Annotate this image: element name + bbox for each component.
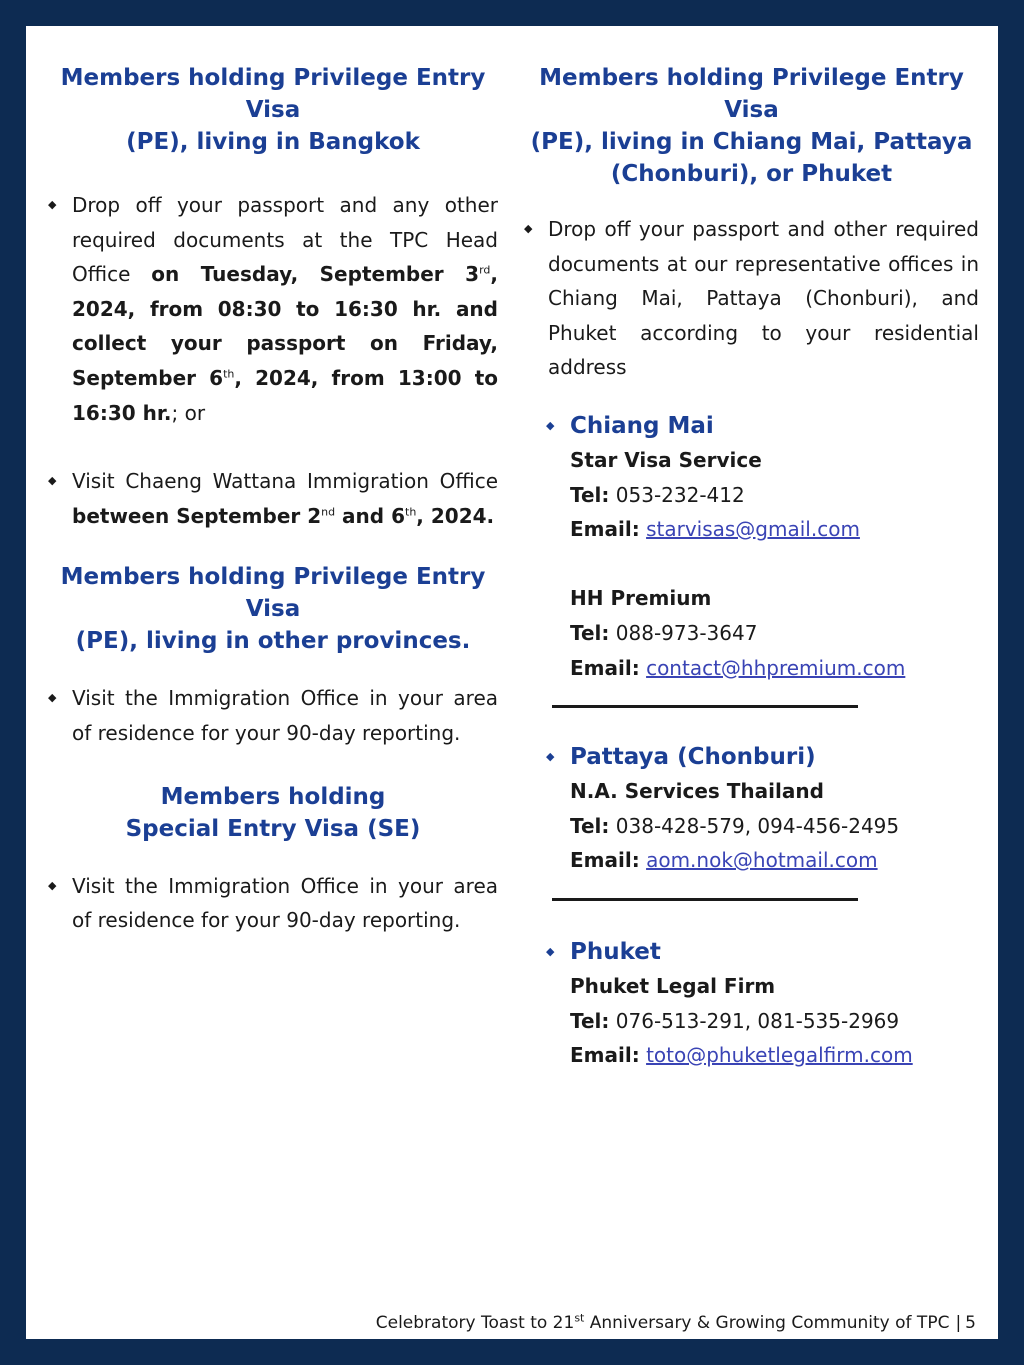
footer-text: Celebratory Toast to 21 <box>375 1313 575 1333</box>
other-provinces-heading <box>48 561 498 657</box>
footer-separator: | <box>955 1313 962 1333</box>
bangkok-heading <box>48 62 498 158</box>
office-email <box>570 843 979 878</box>
bullet-bold-text: between September 2 <box>72 503 322 528</box>
right-column <box>524 62 979 1073</box>
bullet-text: Visit Chaeng Wattana Immigration Office <box>72 469 498 494</box>
email-label: Email: <box>570 1043 640 1068</box>
regional-heading <box>524 62 979 190</box>
region-title-chiang-mai: ◆ Chiang Mai <box>546 409 979 443</box>
tel-label: Tel: <box>570 620 610 645</box>
office-name: HH Premium <box>570 586 712 611</box>
tel-label: Tel: <box>570 482 610 507</box>
bullet-text: Drop off your passport and any other required documents at the TPC Head Office <box>72 193 498 287</box>
email-label: Email: <box>570 517 640 542</box>
regional-intro-bullet: ◆ Drop off your passport and other required documents at our representative offices in Chiang Mai, Pattaya (Chonburi), and Phuket according to your residential address <box>524 212 979 385</box>
special-entry-bullets <box>48 869 498 938</box>
email-link[interactable]: starvisas@gmail.com <box>646 517 860 542</box>
special-entry-heading <box>48 781 498 845</box>
special-entry-heading-line1: Members holding <box>160 783 386 810</box>
regional-heading-line1: Members holding Privilege Entry Visa <box>539 65 964 123</box>
office-tel <box>570 616 979 651</box>
ordinal-suffix: th <box>405 505 417 519</box>
office-name: Phuket Legal Firm <box>570 973 776 998</box>
bullet-bold-text: , 2024, from 13:00 to 16:30 hr. <box>72 365 498 425</box>
office-email <box>570 512 979 547</box>
regional-heading-line2: (PE), living in Chiang Mai, Pattaya <box>530 129 973 155</box>
left-column <box>48 62 498 938</box>
bangkok-heading-line1: Members holding Privilege Entry Visa <box>60 65 486 123</box>
page <box>26 26 998 1339</box>
divider <box>552 898 858 901</box>
ordinal-suffix: th <box>223 367 235 381</box>
special-entry-heading-line2: Special Entry Visa (SE) <box>125 815 421 842</box>
region-pattaya <box>570 740 979 878</box>
office-tel <box>570 478 979 513</box>
divider <box>552 705 858 708</box>
bangkok-bullet-chaeng-wattana <box>48 464 498 533</box>
footer-text: Anniversary & Growing Community of TPC <box>584 1313 950 1333</box>
page-footer <box>376 1313 976 1333</box>
tel-value: 053-232-412 <box>615 482 745 507</box>
tel-label: Tel: <box>570 1008 610 1033</box>
office-tel <box>570 1004 979 1039</box>
regional-intro-list <box>524 212 979 385</box>
tel-value: 076-513-291, 081-535-2969 <box>615 1008 900 1033</box>
bullet-bold-text: , 2024. <box>416 503 495 528</box>
region-title-phuket: ◆ Phuket <box>546 935 979 969</box>
bullet-bold-text: on Tuesday, September 3 <box>151 262 480 287</box>
ordinal-suffix: nd <box>321 505 336 519</box>
ordinal-suffix: st <box>574 1311 585 1325</box>
page-number: 5 <box>965 1313 976 1333</box>
email-label: Email: <box>570 655 640 680</box>
bangkok-bullets <box>48 188 498 533</box>
regional-heading-line3: (Chonburi), or Phuket <box>610 161 893 187</box>
email-link[interactable]: contact@hhpremium.com <box>646 655 906 680</box>
tel-value: 088-973-3647 <box>615 620 758 645</box>
office-name: N.A. Services Thailand <box>570 779 824 804</box>
email-label: Email: <box>570 848 640 873</box>
tel-value: 038-428-579, 094-456-2495 <box>615 813 900 838</box>
email-link[interactable]: toto@phuketlegalfirm.com <box>646 1043 913 1068</box>
other-provinces-heading-line2: (PE), living in other provinces. <box>75 628 471 655</box>
email-link[interactable]: aom.nok@hotmail.com <box>646 848 878 873</box>
region-phuket <box>570 935 979 1073</box>
tel-label: Tel: <box>570 813 610 838</box>
office-name: Star Visa Service <box>570 447 762 472</box>
special-entry-bullet: ◆ Visit the Immigration Office in your area of residence for your 90-day reporting. <box>48 869 498 938</box>
other-provinces-bullets <box>48 681 498 750</box>
office-email <box>570 1038 979 1073</box>
other-provinces-bullet: ◆ Visit the Immigration Office in your area of residence for your 90-day reporting. <box>48 681 498 750</box>
office-email <box>570 651 979 686</box>
bullet-text: ; or <box>171 400 206 425</box>
bullet-bold-text: , 2024, from 08:30 to 16:30 hr. and collect your passport on Friday, September 6 <box>72 262 498 390</box>
other-provinces-heading-line1: Members holding Privilege Entry Visa <box>60 564 486 623</box>
bangkok-heading-line2: (PE), living in Bangkok <box>126 129 420 155</box>
office-tel <box>570 809 979 844</box>
bullet-bold-text: and 6 <box>335 503 405 528</box>
region-title-pattaya: ◆ Pattaya (Chonburi) <box>546 740 979 774</box>
ordinal-suffix: rd <box>479 263 491 277</box>
region-chiang-mai <box>570 409 979 685</box>
bangkok-bullet-head-office <box>48 188 498 430</box>
